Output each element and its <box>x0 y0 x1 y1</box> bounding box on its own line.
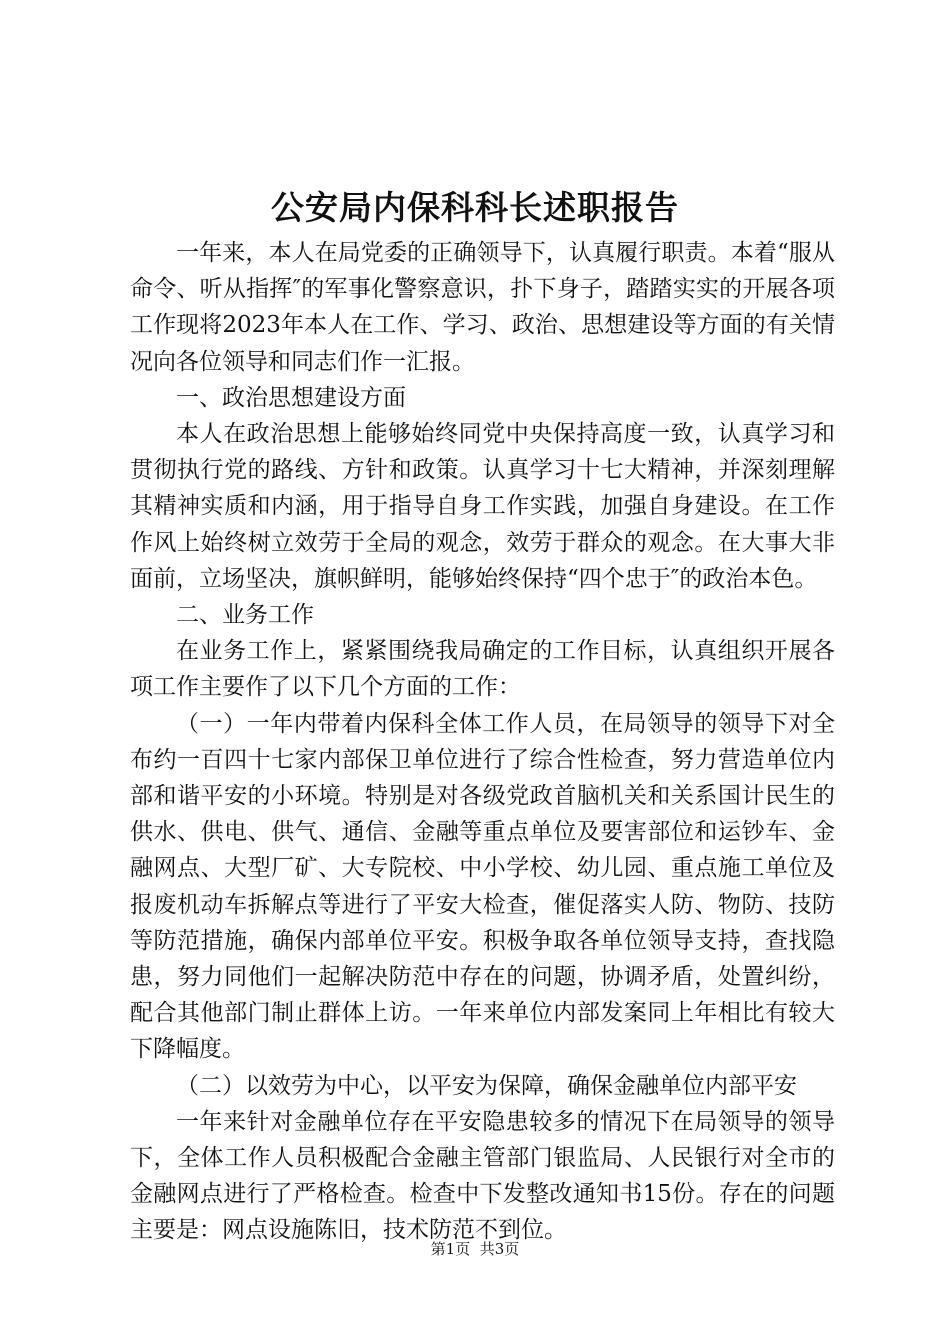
subheading-item-two: （二）以效劳为中心，以平安为保障，确保金融单位内部平安 <box>176 1072 797 1099</box>
paragraph-item-one: （一）一年内带着内保科全体工作人员，在局领导的领导下对全布约一百四十七家内部保卫单位进行了综合性检查，努力营造单位内部和谐平安的小环境。特别是对各级党政首脑机关和关系国计民生的供水、供电、供气、通信、金融等重点单位及要害部位和运钞车、金融网点、大型厂矿、大专院校、中小学校、幼儿园、重点施工单位及报废机动车拆解点等进行了平安大检查，催促落实人防、物防、技防等防范措施，确保内部单位平安。积极争取各单位领导支持，查找隐患，努力同他们一起解决防范中存在的问题，协调矛盾，处置纠纷，配合其他部门制止群体上访。一年来单位内部发案同上年相比有较大下降幅度。 <box>130 710 835 1063</box>
paragraph-intro: 一年来，本人在局党委的正确领导下，认真履行职责。本着“服从命令、听从指挥″的军事化警察意识，扑下身子，踏踏实实的开展各项工作现将2023年本人在工作、学习、政治、思想建设等方面的有关情况向各位领导和同志们作一汇报。 <box>130 240 835 375</box>
page-number: 第1页 <box>430 1240 471 1258</box>
paragraph-business-intro: 在业务工作上，紧紧围绕我局确定的工作目标，认真组织开展各项工作主要作了以下几个方面的工作： <box>130 638 835 701</box>
paragraph-political: 本人在政治思想上能够始终同党中央保持高度一致，认真学习和贯彻执行党的路线、方针和政策。认真学习十七大精神，并深刻理解其精神实质和内涵，用于指导自身工作实践，加强自身建设。在工作作风上始终树立效劳于全局的观念，效劳于群众的观念。在大事大非面前，立场坚决，旗帜鲜明，能够始终保持“四个忠于″的政治本色。 <box>130 421 835 592</box>
page-footer <box>0 1238 950 1260</box>
document-body <box>130 235 835 1249</box>
section-heading-business: 二、业务工作 <box>176 602 314 629</box>
section-heading-political: 一、政治思想建设方面 <box>176 384 406 411</box>
paragraph-item-two: 一年来针对金融单位存在平安隐患较多的情况下在局领导的领导下，全体工作人员积极配合金融主管部门银监局、人民银行对全市的金融网点进行了严格检查。检查中下发整改通知书15份。存在的问题主要是：网点设施陈旧，技术防范不到位。 <box>130 1108 835 1244</box>
document-title: 公安局内保科科长述职报告 <box>271 188 679 227</box>
page-total: 共3页 <box>479 1240 520 1258</box>
